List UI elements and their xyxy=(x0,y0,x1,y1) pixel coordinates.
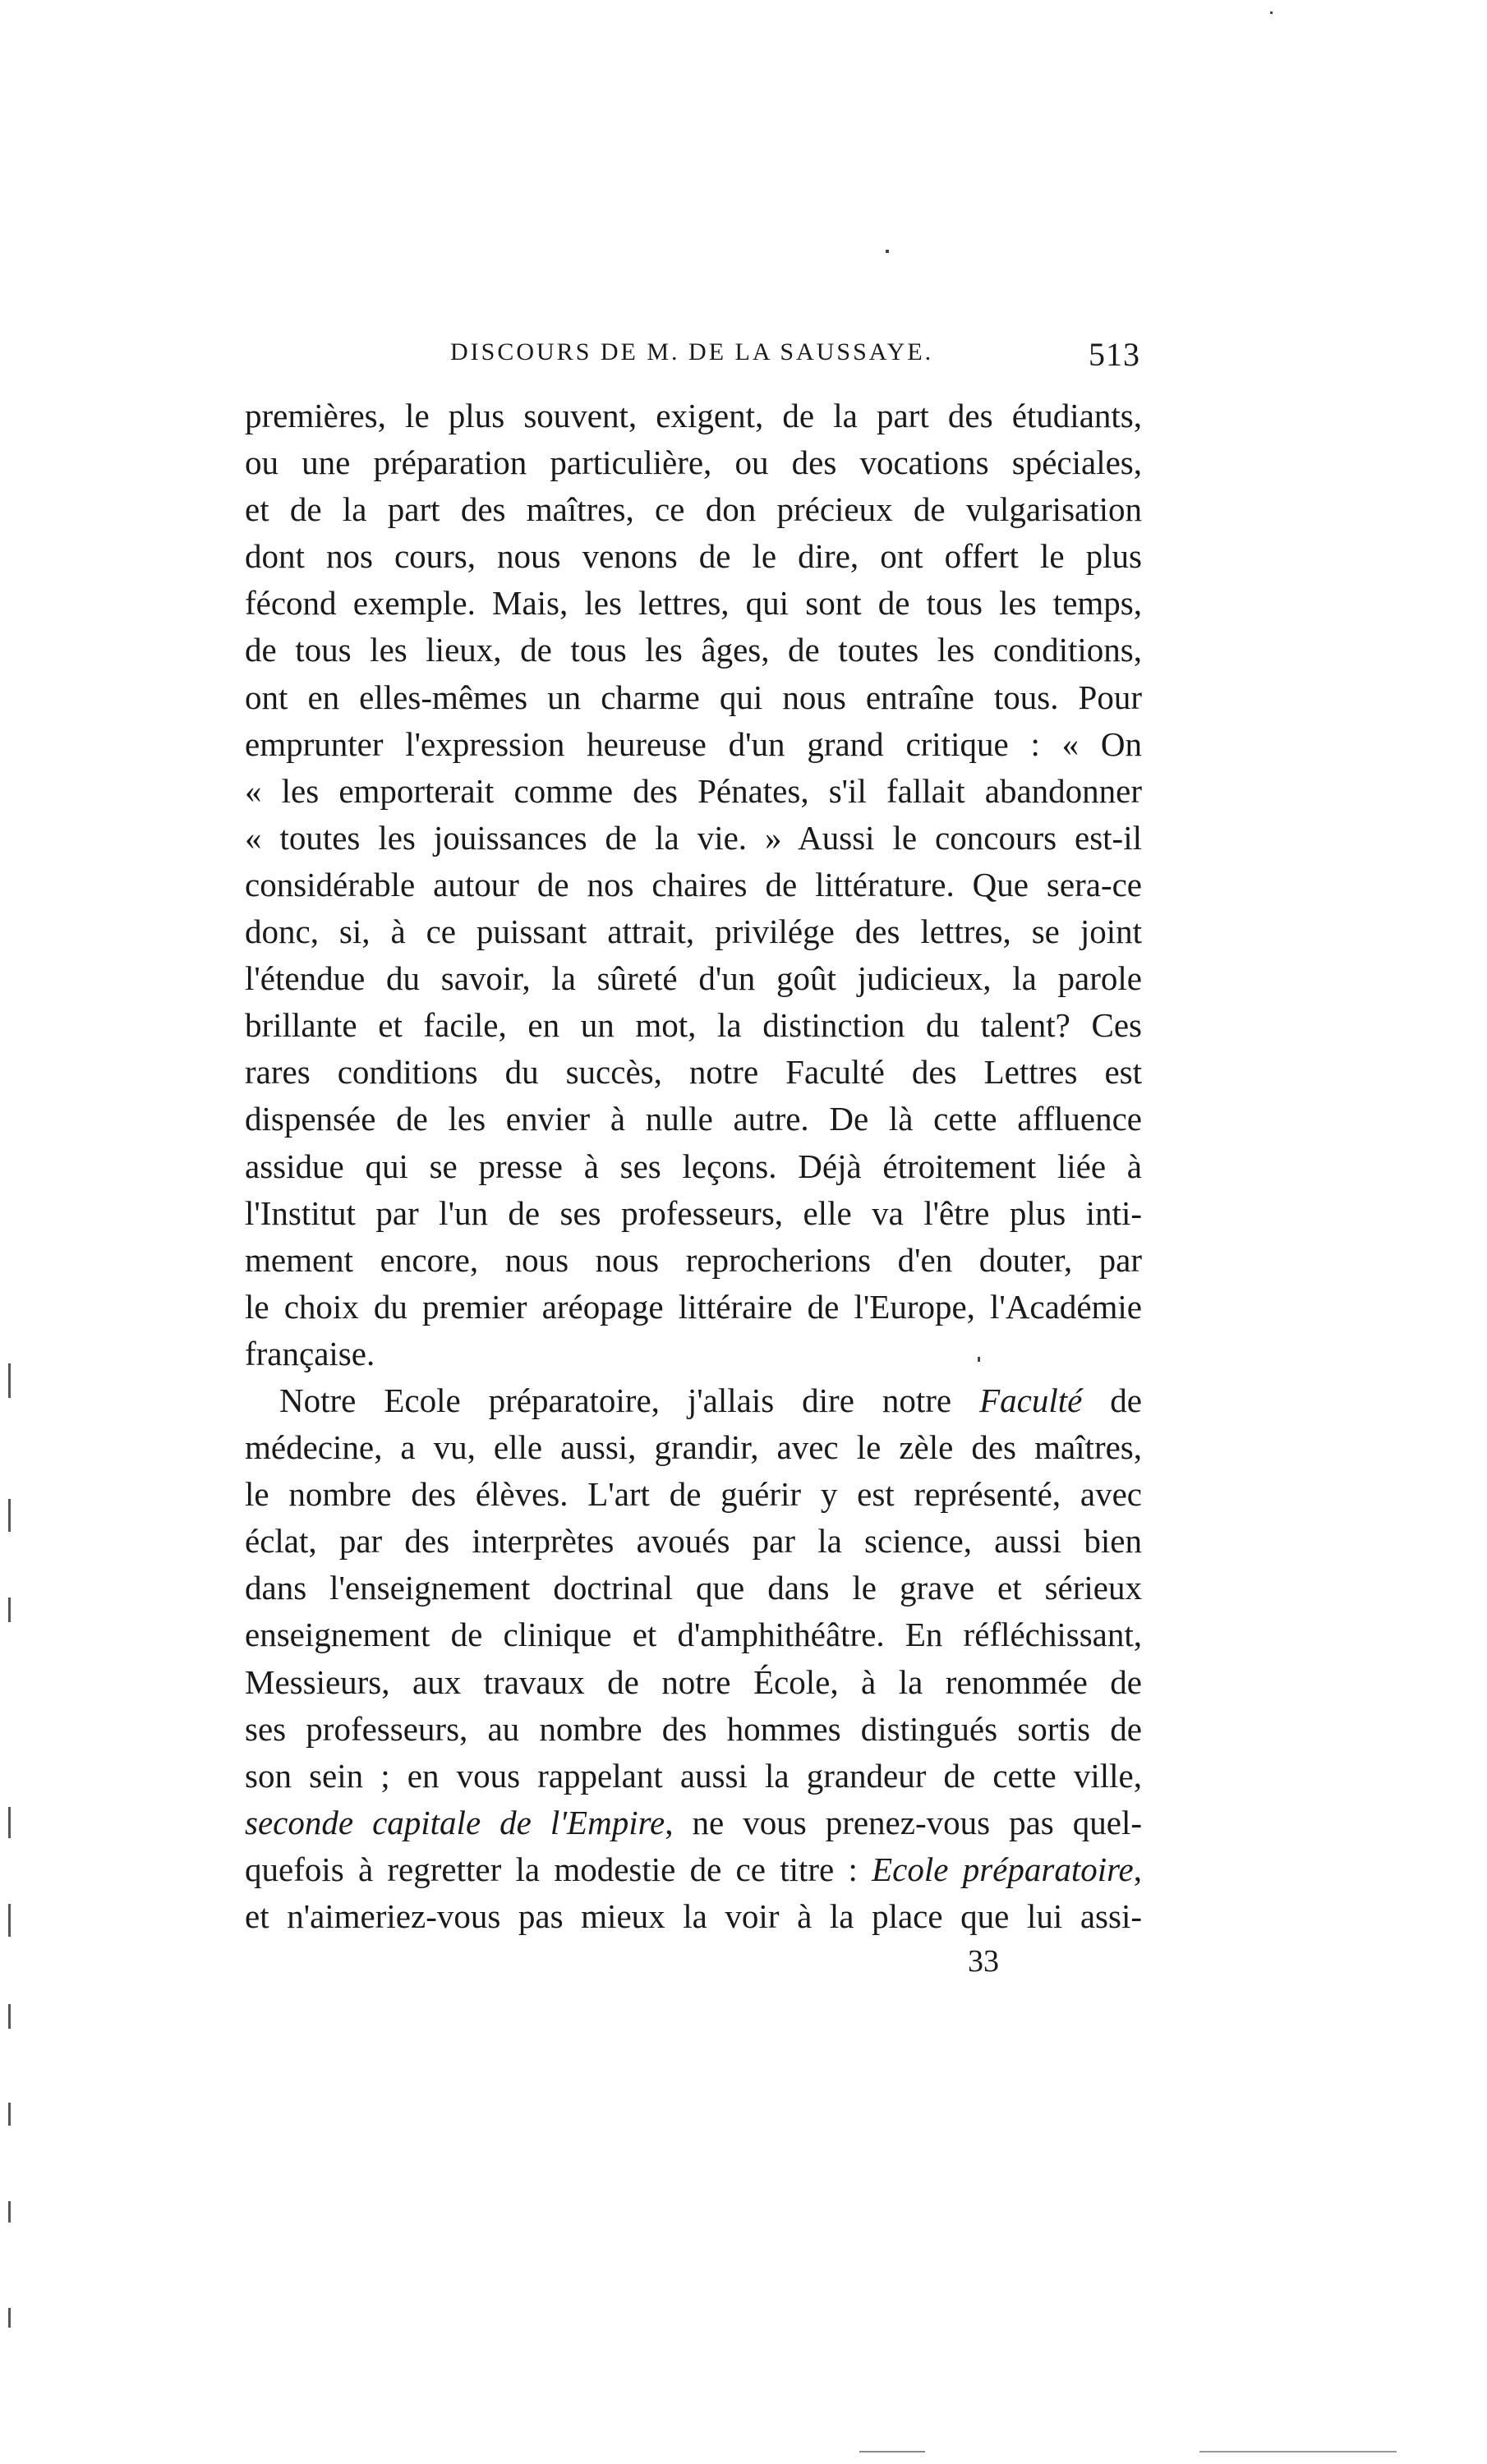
margin-mark xyxy=(8,1807,11,1838)
margin-mark xyxy=(8,2201,11,2223)
text-line: enseignement de clinique et d'amphithéâtre. En réfléchissant, xyxy=(245,1616,1142,1654)
running-title: DISCOURS DE M. DE LA SAUSSAYE. xyxy=(450,338,934,365)
italic-ecole-preparatoire: Ecole préparatoire xyxy=(872,1850,1134,1888)
text-line: de tous les lieux, de tous les âges, de toutes les conditions, xyxy=(245,631,1142,669)
text-line xyxy=(245,1377,1142,1424)
text-line: dans l'enseignement doctrinal que dans le grave et sérieux xyxy=(245,1569,1142,1607)
text-line: l'étendue du savoir, la sûreté d'un goût judicieux, la parole xyxy=(245,959,1142,998)
text-line xyxy=(245,1846,1142,1893)
page-number: 513 xyxy=(1089,336,1140,373)
text-line: l'Institut par l'un de ses professeurs, elle va l'être plus inti- xyxy=(245,1193,1142,1232)
text-line: ses professeurs, au nombre des hommes distingués sortis de xyxy=(245,1709,1142,1748)
text-line: assidue qui se presse à ses leçons. Déjà étroitement liée à xyxy=(245,1147,1142,1185)
body-text xyxy=(245,393,1142,1940)
text-line: « toutes les jouissances de la vie. » Aussi le concours est-il xyxy=(245,818,1142,857)
running-head xyxy=(245,338,1140,384)
text-segment: , xyxy=(1133,1850,1142,1888)
text-segment: quefois à regretter la modestie de ce titre : xyxy=(245,1850,872,1888)
text-line: mement encore, nous nous reprocherions d'en douter, par xyxy=(245,1240,1142,1279)
text-line: brillante et facile, en un mot, la distinction du talent? Ces xyxy=(245,1006,1142,1045)
text-line: son sein ; en vous rappelant aussi la grandeur de cette ville, xyxy=(245,1756,1142,1795)
italic-seconde-capitale: seconde capitale de l'Empire xyxy=(245,1803,665,1841)
text-line: le choix du premier aréopage littéraire de l'Europe, l'Académie xyxy=(245,1287,1142,1326)
margin-mark xyxy=(8,2004,11,2029)
text-line: donc, si, à ce puissant attrait, privilége des lettres, se joint xyxy=(245,913,1142,951)
text-line: française. xyxy=(245,1334,375,1372)
text-line: éclat, par des interprètes avoués par la science, aussi bien xyxy=(245,1522,1142,1561)
margin-mark xyxy=(8,1904,11,1937)
scan-speck xyxy=(886,250,889,253)
text-line: le nombre des élèves. L'art de guérir y est représenté, avec xyxy=(245,1475,1142,1514)
scan-speck xyxy=(1199,2451,1397,2453)
text-line: emprunter l'expression heureuse d'un grand critique : « On xyxy=(245,724,1142,763)
text-line: « les emporterait comme des Pénates, s'il fallait abandonner xyxy=(245,771,1142,810)
text-segment: de xyxy=(1082,1381,1142,1419)
text-line: dispensée de les envier à nulle autre. De là cette affluence xyxy=(245,1100,1142,1138)
text-segment: , ne vous prenez-vous pas quel- xyxy=(665,1803,1143,1841)
italic-faculte: Faculté xyxy=(979,1381,1083,1419)
text-line: et de la part des maîtres, ce don précieux de vulgarisation xyxy=(245,490,1142,529)
text-line: et n'aimeriez-vous pas mieux la voir à la place que lui assi- xyxy=(245,1897,1142,1935)
text-segment: Notre Ecole préparatoire, j'allais dire notre xyxy=(279,1381,980,1419)
text-line: considérable autour de nos chaires de littérature. Que sera-ce xyxy=(245,865,1142,903)
text-line xyxy=(245,1800,1142,1846)
margin-mark xyxy=(8,2103,11,2126)
scan-speck xyxy=(978,1357,980,1362)
text-line: médecine, a vu, elle aussi, grandir, avec le zèle des maîtres, xyxy=(245,1428,1142,1467)
text-line: dont nos cours, nous venons de le dire, ont offert le plus xyxy=(245,537,1142,576)
text-line: ou une préparation particulière, ou des vocations spéciales, xyxy=(245,444,1142,482)
scan-speck xyxy=(859,2451,925,2453)
margin-mark xyxy=(8,1597,11,1622)
text-line: rares conditions du succès, notre Faculté des Lettres est xyxy=(245,1053,1142,1092)
signature-mark: 33 xyxy=(968,1944,999,1979)
text-line: ont en elles-mêmes un charme qui nous entraîne tous. Pour xyxy=(245,678,1142,716)
margin-mark xyxy=(8,1363,11,1398)
text-line: premières, le plus souvent, exigent, de la part des étudiants, xyxy=(245,397,1142,434)
text-line: Messieurs, aux travaux de notre École, à la renommée de xyxy=(245,1662,1142,1701)
text-line: fécond exemple. Mais, les lettres, qui sont de tous les temps, xyxy=(245,584,1142,623)
scan-speck xyxy=(1270,11,1273,14)
margin-mark xyxy=(8,1499,11,1532)
margin-mark xyxy=(8,2308,11,2328)
